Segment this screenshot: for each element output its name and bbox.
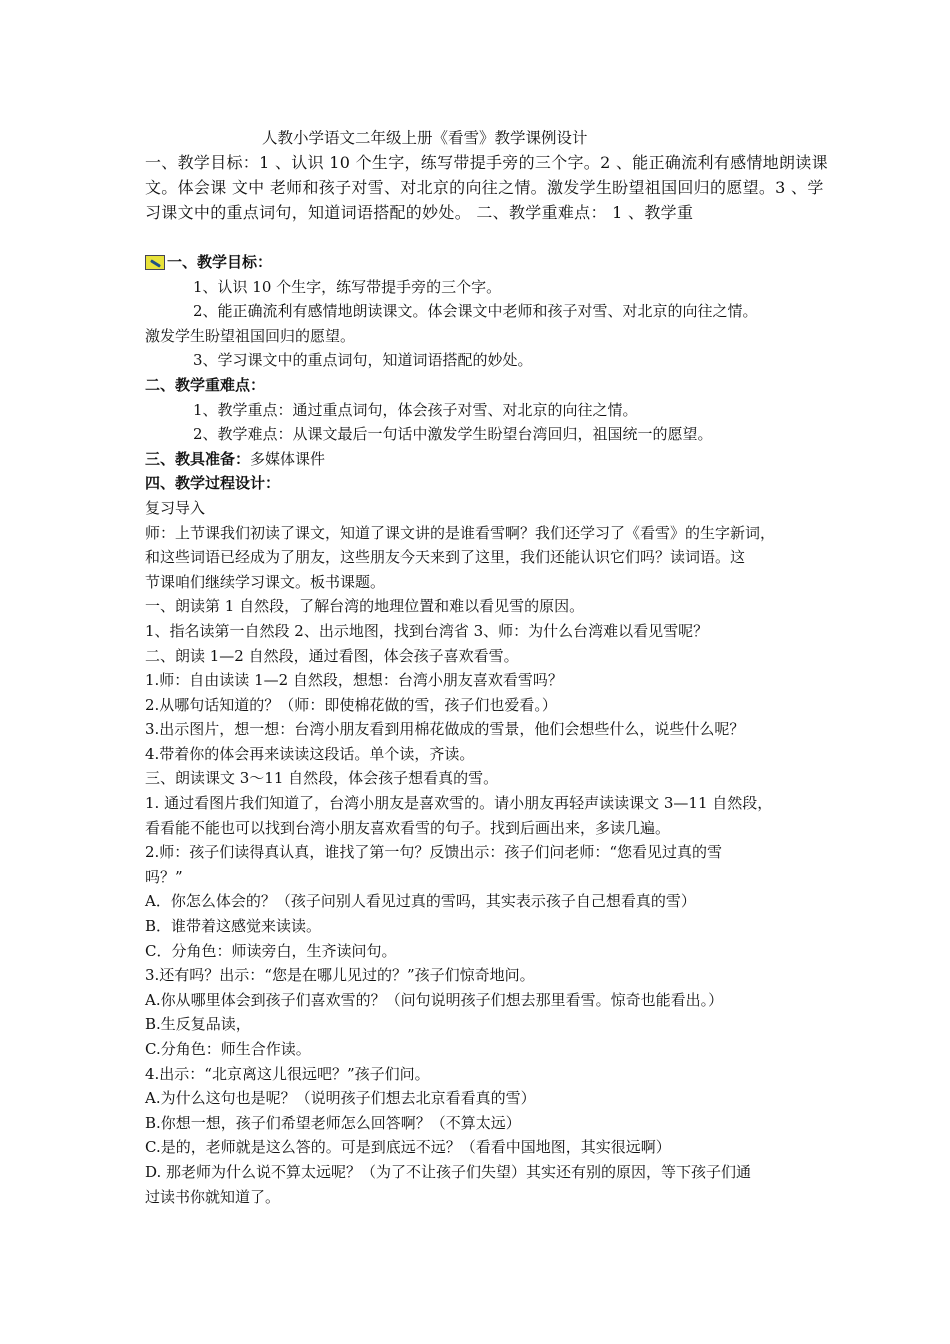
text-line: 过读书你就知道了。 [145,1187,281,1206]
text-line: 3.还有吗？出示：“您是在哪儿见过的？”孩子们惊奇地问。 [145,966,535,985]
text-line: 2.从哪句话知道的？（师：即使棉花做的雪，孩子们也爱看。） [145,695,557,714]
text-inline: 多媒体课件 [250,449,326,468]
text-line: 吗？” [145,867,183,886]
text-line: 复习导入 [145,498,206,517]
text-line: 4.带着你的体会再来读读这段话。单个读，齐读。 [145,744,475,763]
text-line: 2.师：孩子们读得真认真，谁找了第一句？反馈出示：孩子们问老师：“您看见过真的雪 [145,843,722,862]
text-line: 4.出示：“北京离这儿很远吧？”孩子们问。 [145,1064,430,1083]
text-line: C.是的，老师就是这么答的。可是到底远不远？（看看中国地图，其实很远啊） [145,1138,671,1157]
text-line: 节课咱们继续学习课文。板书课题。 [145,572,386,591]
text-line: 3.出示图片，想一想：台湾小朋友看到用棉花做成的雪景，他们会想些什么，说些什么呢？ [145,720,745,739]
text-line: 二、朗读 1—2 自然段，通过看图，体会孩子喜欢看雪。 [145,646,519,665]
text-line: 三、朗读课文 3～11 自然段，体会孩子想看真的雪。 [145,769,499,788]
summary-line: 习课文中的重点词句，知道词语搭配的妙处。 二、教学重难点： 1 、教学重 [145,203,694,222]
text-line: 一、朗读第 1 自然段，了解台湾的地理位置和难以看见雪的原因。 [145,597,585,616]
text-line: 看看能不能也可以找到台湾小朋友喜欢看雪的句子。找到后画出来，多读几遍。 [145,818,671,837]
text-line: D. 那老师为什么说不算太远呢？（为了不让孩子们失望）其实还有别的原因，等下孩子们通 [145,1162,752,1181]
text-line: 2、能正确流利有感情地朗读课文。体会课文中老师和孩子对雪、对北京的向往之情。 [193,302,758,321]
text-line: A.你从哪里体会到孩子们喜欢雪的？（问句说明孩子们想去那里看雪。惊奇也能看出。） [145,990,724,1009]
summary-paragraph [145,150,828,225]
text-line: 3、学习课文中的重点词句，知道词语搭配的妙处。 [193,351,533,370]
text-line: A．你怎么体会的？（孩子问别人看见过真的雪吗，其实表示孩子自己想看真的雪） [145,892,696,911]
text-line: C．分角色：师读旁白，生齐读问句。 [145,941,397,960]
section-heading-row [145,447,815,472]
summary-line: 文。体会课 文中 老师和孩子对雪、对北京的向往之情。激发学生盼望祖国回归的愿望。3 、学 [145,178,824,197]
text-line: A.为什么这句也是呢？（说明孩子们想去北京看看真的雪） [145,1089,536,1108]
text-line: C.分角色：师生合作读。 [145,1040,311,1058]
document-title: 人教小学语文二年级上册《看雪》教学课例设计 [262,129,588,147]
text-line: 激发学生盼望祖国回归的愿望。 [145,326,356,345]
summary-line: 一、教学目标：1 、认识 10 个生字，练写带提手旁的三个字。2 、能正确流利有感情地朗读课 [145,153,828,172]
text-line: 1. 通过看图片我们知道了，台湾小朋友是喜欢雪的。请小朋友再轻声读读课文 3—11 自然段， [145,794,773,813]
text-line: 1、指名读第一自然段 2、出示地图，找到台湾省 3、师：为什么台湾难以看见雪呢？ [145,621,709,640]
text-line: 师：上节课我们初读了课文，知道了课文讲的是谁看雪啊？我们还学习了《看雪》的生字新词， [145,523,776,542]
text-line: 2、教学难点：从课文最后一句话中激发学生盼望台湾回归，祖国统一的愿望。 [193,425,713,444]
section-heading: 四、教学过程设计： [145,474,281,493]
text-line: 1、教学重点：通过重点词句，体会孩子对雪、对北京的向往之情。 [193,400,638,419]
section-heading: 三、教具准备： [145,449,251,468]
text-line: B.你想一想，孩子们希望老师怎么回答啊？（不算太远） [145,1113,521,1132]
pencil-note-icon [145,255,165,270]
text-line: B.生反复品读， [145,1015,251,1034]
text-line: 1.师：自由读读 1—2 自然段，想想：台湾小朋友喜欢看雪吗？ [145,671,563,690]
text-line: B．谁带着这感觉来读读。 [145,917,322,936]
text-line: 1、认识 10 个生字，练写带提手旁的三个字。 [193,277,502,296]
section-heading: 一、教学目标： [145,250,815,275]
section-heading: 二、教学重难点： [145,375,266,394]
text-line: 和这些词语已经成为了朋友，这些朋友今天来到了这里，我们还能认识它们吗？读词语。这 [145,548,746,567]
lesson-body [145,250,815,1209]
